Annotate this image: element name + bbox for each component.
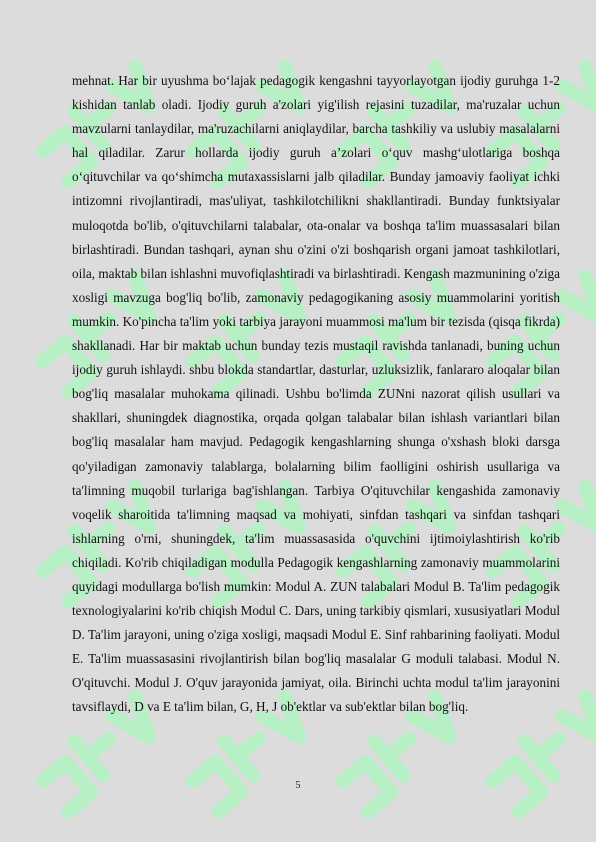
page-number: 5 bbox=[295, 780, 301, 791]
body-paragraph: mehnat. Har bir uyushma bo‘lajak pedagogik kengashni tayyorlayotgan ijodiy guruhga 1-2 kishidan tanlab oladi. Ijodiy guruh a'zolari yig'ilish rejasini tuzadilar, ma'ruzalar uchun mavzularni tanlaydilar, ma'ruzachilarni aniqlaydilar, barcha tashkiliy va uslubiy masalalarni hal qiladilar. Zarur hollarda ijodiy guruh a’zolari o‘quv mashg‘ulotlariga boshqa o‘qituvchilar va qo‘shimcha mutaxassislarni jalb qiladilar. Bunday jamoaviy faoliyat ichki intizomni rivojlantiradi, mas'uliyat, tashkilotchilikni shakllantiradi. Bunday funktsiyalar muloqotda bo'lib, o'qituvchilarni talabalar, ota-onalar va boshqa ta'lim muassasalari bilan birlashtiradi. Bundan tashqari, aynan shu o'zini o'zi boshqarish organi jamoat tashkilotlari, oila, maktab bilan ishlashni muvofiqlashtiradi va birlashtiradi. Kengash mazmunining o'ziga xosligi mavzuga bog'liq bo'lib, zamonaviy pedagogikaning asosiy muammolarini yoritish mumkin. Ko'pincha ta'lim yoki tarbiya jarayoni muammosi ma'lum bir tezisda (qisqa fikrda) shakllanadi. Har bir maktab uchun bunday tezis mustaqil ravishda tanlanadi, buning uchun ijodiy guruh ishlaydi. shbu blokda standartlar, dasturlar, uzluksizlik, fanlararo aloqalar bilan bog'liq masalalar muhokama qilinadi. Ushbu bo'limda ZUNni nazorat qilish usullari va shakllari, shuningdek diagnostika, orqada qolgan talabalar bilan ishlash variantlari bilan bog'liq masalalar ham mavjud. Pedagogik kengashlarning shunga o'xshash bloki darsga qo'yiladigan zamonaviy talablarga, bolalarning bilim faolligini oshirish usullariga va ta'limning muqobil turlariga bag'ishlangan. Tarbiya O'qituvchilar kengashida zamonaviy voqelik sharoitida ta'limning maqsad va mohiyati, sinfdan tashqari va sinfdan tashqari ishlarning o'rni, shuningdek, ta'lim muassasasida o'quvchini ijtimoiylashtirish ko'rib chiqiladi. Ko'rib chiqiladigan modulla Pedagogik kengashlarning zamonaviy muammolarini quyidagi modullarga bo'lish mumkin: Modul A. ZUN talabalari Modul B. Ta'lim pedagogik texnologiyalarini ko'rib chiqish Modul C. Dars, uning tarkibiy qismlari, xususiyatlari Modul D. Ta'lim jarayoni, uning o'ziga xosligi, maqsadi Modul E. Sinf rahbarining faoliyati. Modul E. Ta'lim muassasasini rivojlantirish bilan bog'liq masalalar G moduli talabasi. Modul N. O'qituvchi. Modul J. O'quv jarayonida jamiyat, oila. Birinchi uchta modul ta'lim jarayonini tavsiflaydi, D va E ta'lim bilan, G, H, J ob'ektlar va sub'ektlar bilan bog'liq. bbox=[72, 73, 560, 715]
